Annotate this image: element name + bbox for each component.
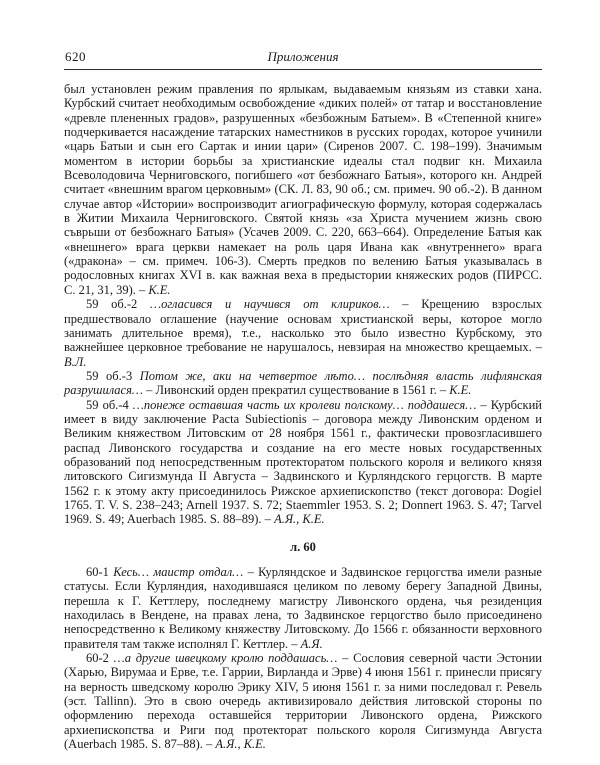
paragraph: [64, 565, 542, 651]
text-run: – Курляндское и Задвинское герцогства имели разные статусы. Если Курляндия, находившаяся целиком по левому берегу Западной Двины, перешла к Г. Кеттлеру, последнему магистру Ливонского ордена, чья резиденция находилась в Вендене, на правах лена, то Задвинское герцогство было присоединено непосредственно к Великому княжеству Литовскому. До 1566 г. обязанности верховного правителя там также исполнял Г. Кеттлер. –: [64, 565, 542, 651]
italic-text-run: Кесь… маистр отдал…: [113, 565, 244, 579]
page-body: [64, 82, 542, 751]
italic-text-run: …понеже оставшая часть их кролеви полскому… поддашеся…: [132, 397, 477, 412]
paragraph: [64, 297, 542, 369]
paragraph: [64, 82, 542, 297]
running-head: Приложения: [267, 49, 339, 64]
text-run: – Курбский имеет в виду заключение Pacta Subiectionis – договора между Ливонским орденом и Великим княжеством Литовским от 28 ноября 1561 г., фактически провозгласившего распад Ливонского государства и создание на его месте новых государственных образований под непосредственным протекторатом польского короля и великого князя литовского Сигизмунда II Августа – Задвинского и Курляндского герцогств. В марте 1562 г. к этому акту присоединилось Рижское архиепископство (текст договора: Dogiel 1765. T. V. S. 238–243; Arnell 1937. S. 72; Staemmler 1953. S. 2; Donnert 1963. S. 47; Tarvel 1969. S. 49; Auerbach 1985. S. 88–89). –: [64, 397, 542, 527]
paragraph: [64, 651, 542, 751]
paragraph: [64, 369, 542, 398]
italic-text-run: …а другие швецкому кролю поддашась…: [113, 651, 338, 666]
page-header: [64, 44, 542, 70]
paragraph: [64, 398, 542, 527]
text-run: 59 об.-2: [86, 297, 150, 312]
italic-text-run: …огласився и научився от клириков…: [149, 297, 390, 312]
text-run: – Крещению взрослых предшествовало оглашение (научение основам христианской веры, которое могло занимать длительное время), т.е., насколько это было известно Курбскому, это важнейшее церковное требование не нарушалось, невзирая на множество крещаемых. –: [64, 297, 542, 355]
italic-text-run: А.Я.: [300, 636, 323, 651]
italic-text-run: В.Л.: [64, 354, 87, 369]
italic-text-run: К.Е.: [148, 282, 171, 297]
text-run: – Ливонский орден прекратил существование в 1561 г. –: [143, 383, 450, 398]
text-run: 59 об.-3: [86, 368, 140, 383]
text-run: 59 об.-4: [86, 397, 133, 412]
text-block: [64, 44, 542, 751]
section-heading: л. 60: [290, 539, 316, 554]
page-number: 620: [65, 49, 86, 64]
text-run: 60-2: [86, 651, 114, 666]
italic-text-run: Потом же, аки на четвертое лѣто… послѣдняя власть лифлянская разрушилася…: [64, 368, 542, 398]
text-run: 60-1: [86, 565, 114, 579]
text-run: был установлен режим правления по ярлыкам, выдаваемым князьям из ставки хана. Курбский считает необходимым освобождение «диких полей» от татар и восстановление «древле плененных градов», разрушенных «безбожным Батыем». В «Степенной книге» подчеркивается насаждение татарских наместников в русских городах, которое учинили «царь Батыи и сын его Сартак и инии цари» (Сиренов 2007. С. 198–199). Значимым моментом в истории борьбы за христианские идеалы стал подвиг кн. Михаила Всеволодовича Черниговского, погибшего «от безбожнаго Батыя», которого кн. Андрей считает «внешним врагом церковным» (СК. Л. 83, 90 об.; см. примеч. 90 об.-2). В данном случае автор «Истории» воспроизводит агиографическую формулу, которая содержалась в Житии Михаила Черниговского. Святой князь «за Христа мучением жизнь свою съврьши от безбожнаго Батыя» (Усачев 2009. С. 220, 663–664). Определение Батыя как «внешнего» врага церкви намекает на роль царя Ивана как «внутреннего» врага («дракона» – см. примеч. 106-3). Смерть предков по велению Батыя указывалась в родословных книгах XVI в. как важная веха в предыстории княжеских родов (ПИРСС. С. 21, 31, 39). –: [64, 82, 542, 297]
text-run: – Сословия северной части Эстонии (Харью, Вирумаа и Ерве, т.е. Гаррии, Вирланда и Эрве) 4 июня 1561 г. принесли присягу на верность шведскому королю Эрику XIV, 5 июня 1561 г. за ними последовал г. Ревель (эст. Tallinn). Это в свою очередь активизировало действия литовской стороны по оформлению перехода оставшейся территории Ливонского ордена, Рижского архиепископства и Риги под протекторат польского короля Сигизмунда Августа (Auerbach 1985. S. 87–88). –: [64, 651, 542, 752]
italic-text-run: А.Я., К.Е.: [274, 512, 325, 527]
italic-text-run: К.Е.: [449, 383, 472, 398]
italic-text-run: А.Я., К.Е.: [215, 737, 266, 752]
